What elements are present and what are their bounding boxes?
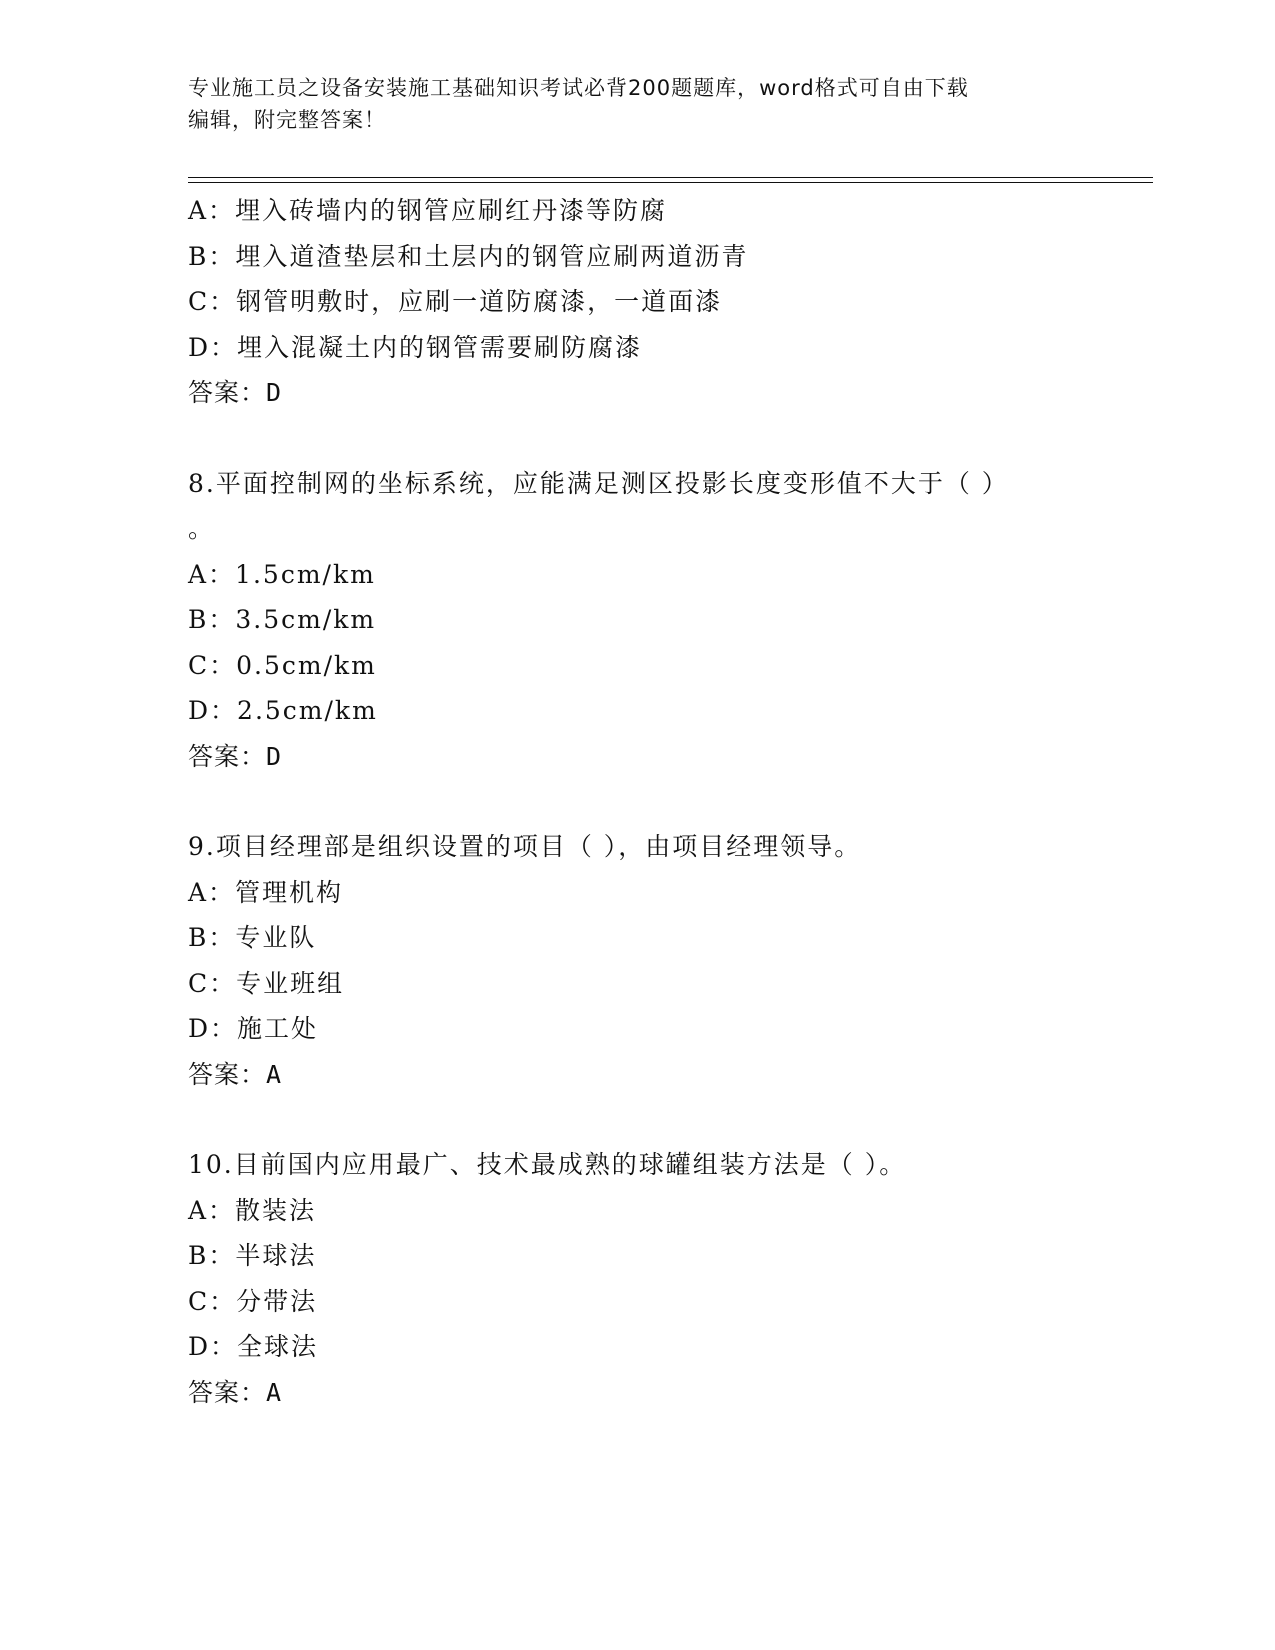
question-7 <box>188 188 1088 416</box>
document-header <box>188 72 1088 136</box>
question-10 <box>188 1142 1088 1415</box>
option-a: A：管理机构 <box>188 877 344 907</box>
question-9 <box>188 824 1088 1097</box>
option-a: A：散装法 <box>188 1195 317 1225</box>
option-a: A：埋入砖墙内的钢管应刷红丹漆等防腐 <box>188 196 668 225</box>
answer-label: 答案： <box>188 1377 267 1407</box>
answer-label: 答案： <box>188 741 267 771</box>
answer-value: D <box>266 378 283 407</box>
question-text: 9.项目经理部是组织设置的项目（ ），由项目经理领导。 <box>188 832 862 861</box>
option-b: B：3.5cm/km <box>188 605 377 634</box>
option-b: B：半球法 <box>188 1241 317 1270</box>
answer-line <box>188 734 1088 780</box>
answer-label: 答案： <box>188 1059 267 1089</box>
answer-value: D <box>266 741 283 771</box>
option-c: C：分带法 <box>188 1286 318 1316</box>
answer-value: A <box>266 1377 283 1407</box>
option-a: A：1.5cm/km <box>188 559 376 589</box>
option-d: D：施工处 <box>188 1014 319 1043</box>
answer-value: A <box>266 1059 283 1089</box>
question-text: 8.平面控制网的坐标系统，应能满足测区投影长度变形值不大于（ ） <box>188 468 1009 498</box>
header-divider-top <box>188 177 1153 178</box>
answer-line <box>188 1370 1088 1416</box>
answer-line <box>188 1052 1088 1098</box>
option-c: C：钢管明敷时，应刷一道防腐漆，一道面漆 <box>188 287 723 316</box>
option-c: C：0.5cm/km <box>188 650 377 680</box>
question-text-continuation: 。 <box>188 514 214 543</box>
option-b: B：专业队 <box>188 923 317 952</box>
question-text: 10.目前国内应用最广、技术最成熟的球罐组装方法是（ ）。 <box>188 1150 907 1179</box>
option-d: D：2.5cm/km <box>188 696 378 725</box>
question-8 <box>188 461 1088 780</box>
option-b: B：埋入道渣垫层和土层内的钢管应刷两道沥青 <box>188 241 749 271</box>
option-d: D：埋入混凝土内的钢管需要刷防腐漆 <box>188 332 643 362</box>
option-c: C：专业班组 <box>188 968 345 998</box>
header-divider-bottom <box>188 182 1153 183</box>
option-d: D：全球法 <box>188 1332 319 1361</box>
answer-line <box>188 370 1088 416</box>
answer-label: 答案： <box>188 378 267 407</box>
header-line-2: 编辑，附完整答案！ <box>188 108 386 132</box>
header-line-1: 专业施工员之设备安装施工基础知识考试必背200题题库，word格式可自由下载 <box>188 76 969 100</box>
question-list <box>188 188 1088 1415</box>
